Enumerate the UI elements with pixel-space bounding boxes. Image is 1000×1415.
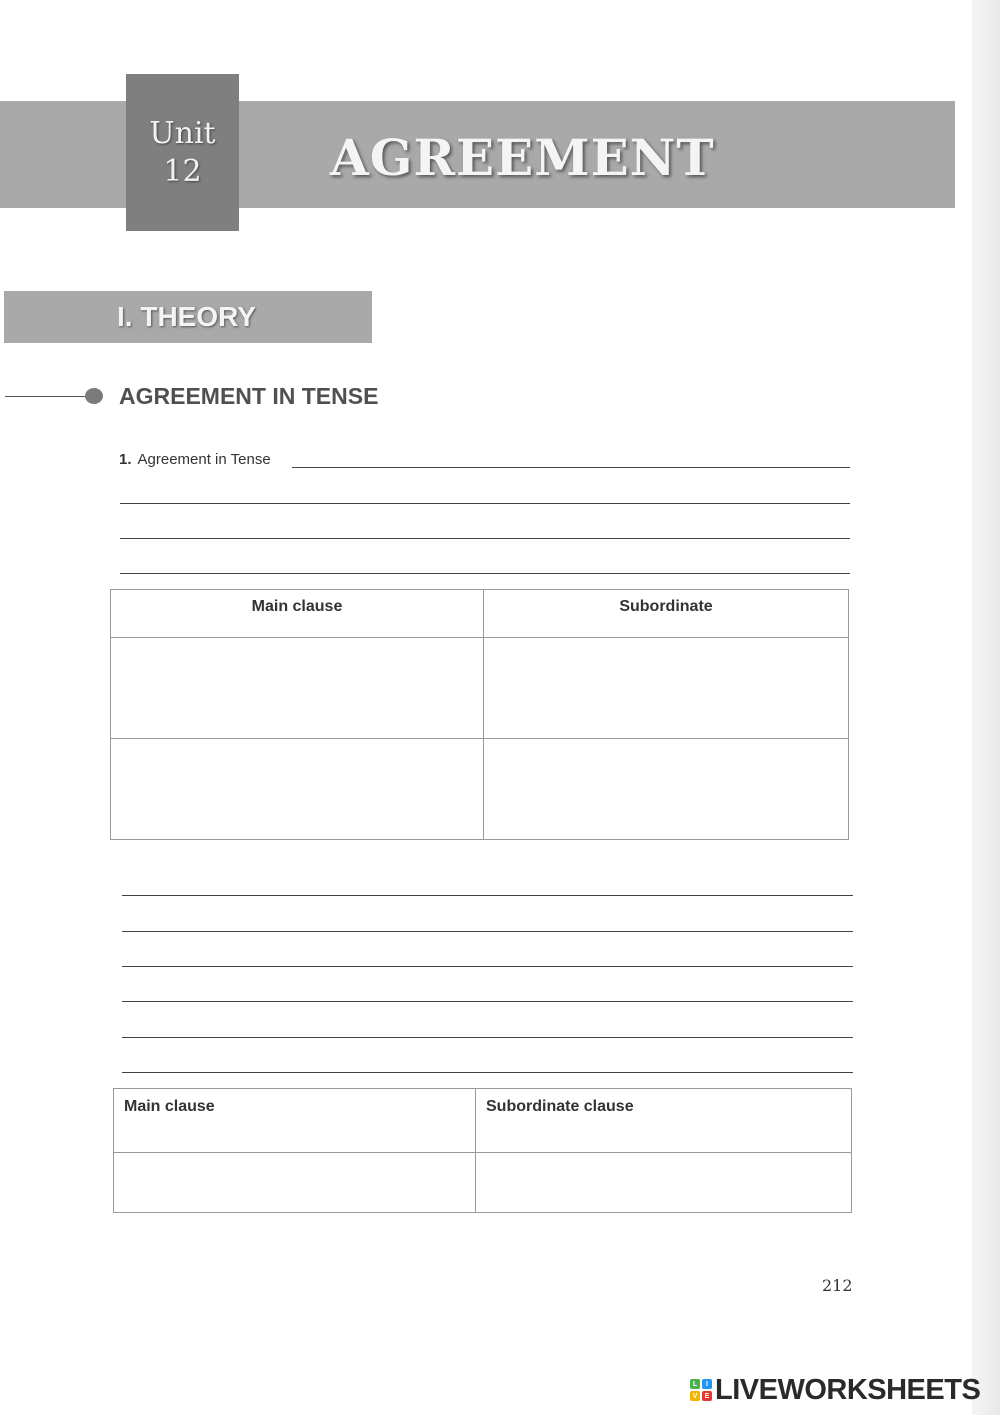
- liveworksheets-wordmark: LIVEWORKSHEETS: [715, 1374, 981, 1406]
- table-row: [111, 739, 849, 840]
- answer-line[interactable]: [122, 1072, 853, 1073]
- table-header-main-clause: Main clause: [114, 1089, 476, 1153]
- answer-line[interactable]: [122, 966, 853, 967]
- table-tense-1: [110, 589, 849, 840]
- subheading-rule: [5, 396, 90, 397]
- table-header-row: [111, 590, 849, 638]
- table-header-main-clause: Main clause: [111, 590, 484, 638]
- logo-letter-i: I: [702, 1379, 712, 1389]
- page-number: 212: [822, 1276, 853, 1295]
- table-row: [111, 638, 849, 739]
- table-header-subordinate-clause: Subordinate clause: [476, 1089, 852, 1153]
- answer-line[interactable]: [120, 538, 850, 539]
- item-1-label: [119, 450, 271, 470]
- page-title: AGREEMENT: [330, 128, 715, 187]
- item-1-number: 1.: [119, 451, 132, 468]
- logo-letter-v: V: [690, 1391, 700, 1401]
- answer-line[interactable]: [122, 1001, 853, 1002]
- unit-box: [126, 74, 239, 231]
- answer-line[interactable]: [120, 573, 850, 574]
- answer-cell[interactable]: [484, 638, 849, 739]
- table-header-row: [114, 1089, 852, 1153]
- table-row: [114, 1153, 852, 1213]
- unit-number: 12: [163, 153, 202, 189]
- item-1-text: Agreement in Tense: [137, 451, 271, 468]
- answer-line[interactable]: [122, 895, 853, 896]
- bullet-dot-icon: [85, 388, 103, 404]
- liveworksheets-logo: [690, 1372, 980, 1408]
- answer-cell[interactable]: [476, 1153, 852, 1213]
- answer-cell[interactable]: [484, 739, 849, 840]
- section-heading: I. THEORY: [117, 301, 256, 332]
- logo-letter-l: L: [690, 1379, 700, 1389]
- table-header-subordinate: Subordinate: [484, 590, 849, 638]
- subheading: AGREEMENT IN TENSE: [119, 383, 379, 409]
- answer-line[interactable]: [122, 931, 853, 932]
- answer-cell[interactable]: [111, 638, 484, 739]
- unit-word: Unit: [149, 115, 216, 151]
- logo-letter-e: E: [702, 1391, 712, 1401]
- answer-line[interactable]: [292, 467, 850, 468]
- answer-cell[interactable]: [114, 1153, 476, 1213]
- answer-line[interactable]: [120, 503, 850, 504]
- page-edge-shadow: [972, 0, 1000, 1415]
- answer-cell[interactable]: [111, 739, 484, 840]
- answer-line[interactable]: [122, 1037, 853, 1038]
- liveworksheets-icon: [690, 1379, 712, 1401]
- table-tense-2: [113, 1088, 852, 1213]
